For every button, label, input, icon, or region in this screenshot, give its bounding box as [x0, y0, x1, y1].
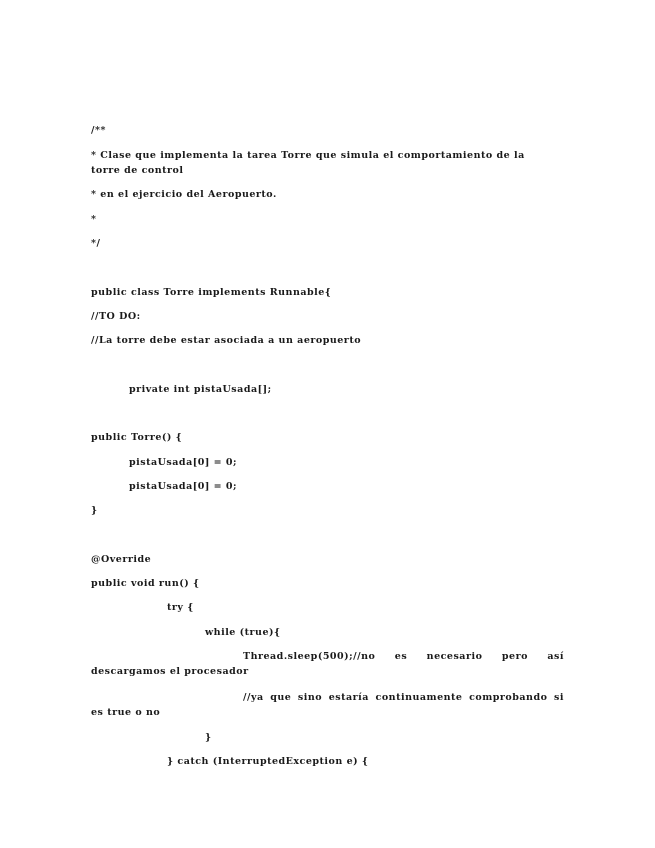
code-line-override-annotation: @Override — [91, 554, 152, 565]
code-line-class-declaration: public class Torre implements Runnable{ — [91, 287, 332, 298]
code-line-tower-comment: //La torre debe estar asociada a un aeropuerto — [91, 335, 362, 346]
code-line-javadoc-description-part1: * Clase que implementa la tarea Torre que simula el comportamiento de la — [91, 150, 525, 161]
code-line-thread-sleep — [91, 651, 564, 678]
code-line-run-signature: public void run() { — [91, 578, 200, 589]
code-line-javadoc-close: */ — [91, 238, 101, 249]
code-line-constructor-close: } — [91, 505, 98, 516]
code-line-catch: } catch (InterruptedException e) { — [167, 756, 369, 767]
code-line-constructor-signature: public Torre() { — [91, 432, 183, 443]
code-line-constructor-assign-1: pistaUsada[0] = 0; — [129, 457, 238, 468]
code-line-thread-sleep-part1: Thread.sleep(500);//no es necesario pero así — [243, 651, 564, 662]
code-line-explanation-comment-part1: //ya que sino estaría continuamente comprobando si — [243, 692, 564, 703]
code-line-thread-sleep-part2: descargamos el procesador — [91, 666, 249, 677]
code-line-while-close: } — [205, 732, 212, 743]
code-line-todo-comment: //TO DO: — [91, 311, 141, 322]
code-line-while-open: while (true){ — [205, 627, 281, 638]
code-line-javadoc-description — [91, 150, 564, 177]
code-line-javadoc-star: * — [91, 214, 97, 225]
code-line-javadoc-open: /** — [91, 125, 106, 136]
code-line-try-open: try { — [167, 602, 194, 613]
code-line-constructor-assign-2: pistaUsada[0] = 0; — [129, 481, 238, 492]
code-line-javadoc-description-part2: torre de control — [91, 165, 184, 176]
code-line-javadoc-context: * en el ejercicio del Aeropuerto. — [91, 189, 277, 200]
code-line-field-declaration: private int pistaUsada[]; — [129, 384, 272, 395]
code-line-explanation-comment-part2: es true o no — [91, 707, 161, 718]
code-line-explanation-comment — [91, 692, 564, 719]
